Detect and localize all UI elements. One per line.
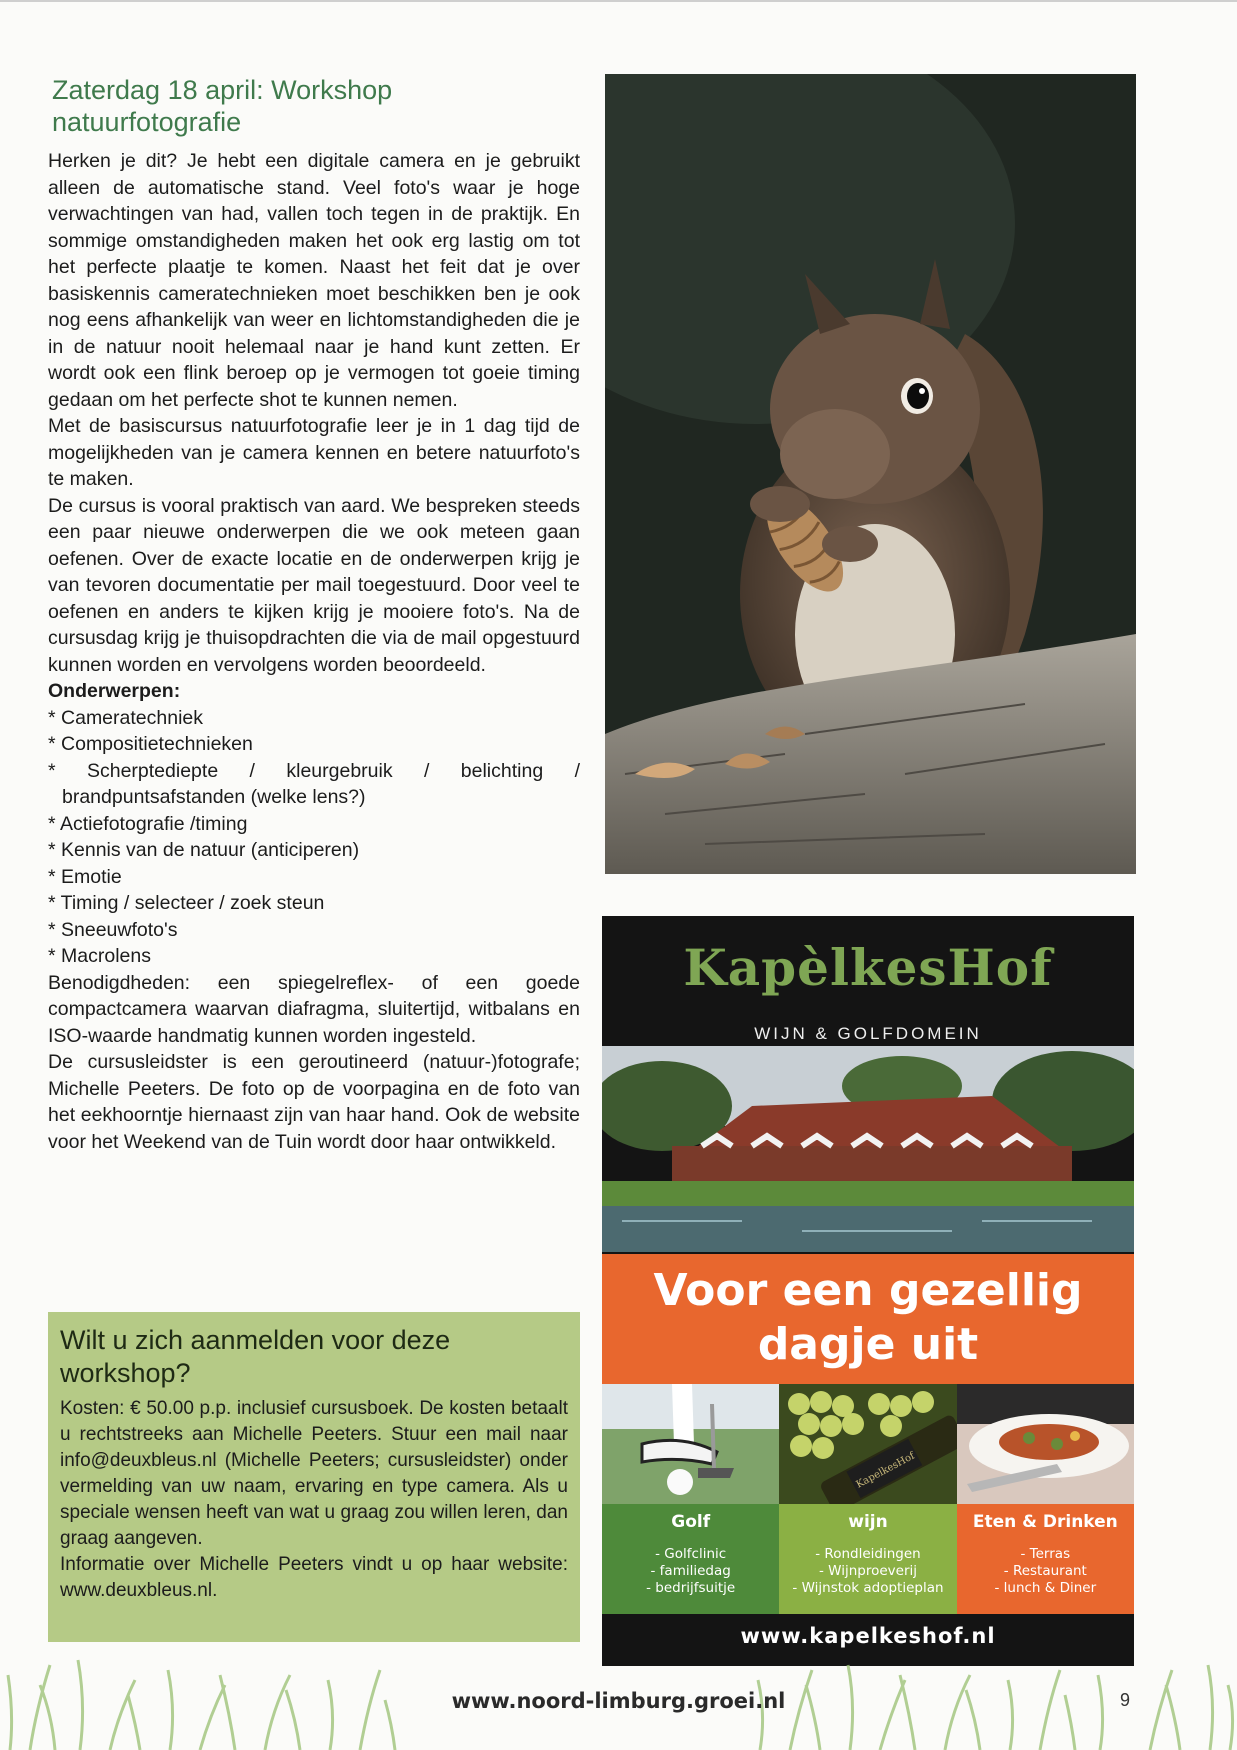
- ad-column-item: - Rondleidingen: [815, 1546, 921, 1562]
- article: [48, 74, 580, 1155]
- topic-item: * Actiefotografie /timing: [48, 811, 580, 838]
- ad-column-item: - Wijnproeverij: [818, 1563, 917, 1579]
- article-paragraph: Met de basiscursus natuurfotografie leer je in 1 dag tijd de mogelijkheden van je camera kennen en betere natuurfoto's te maken.: [48, 415, 580, 490]
- requirements-paragraph: Benodigdheden: een spiegelreflex- of een goede compactcamera waarvan diafragma, sluitertijd, witbalans en ISO-waarde handmatig kunnen worden ingesteld.: [48, 971, 580, 1047]
- food-photo: [957, 1384, 1134, 1504]
- ad-column-item: - lunch & Diner: [994, 1580, 1097, 1596]
- ad-column-item: - Restaurant: [1003, 1563, 1087, 1579]
- ad-offer-columns: [602, 1504, 1134, 1614]
- topic-item: * Scherptediepte / kleurgebruik / belichting / brandpuntsafstanden (welke lens?): [48, 758, 580, 811]
- wine-grapes-photo: [779, 1384, 956, 1504]
- ad-slogan: [602, 1254, 1134, 1384]
- article-body: [48, 148, 580, 1155]
- building-illustration: [602, 1046, 1134, 1252]
- topic-item: * Compositietechnieken: [48, 731, 580, 758]
- ad-column-item: - Golfclinic: [655, 1546, 727, 1562]
- signup-heading: Wilt u zich aanmelden voor deze workshop?: [60, 1325, 451, 1388]
- topics-list: [48, 705, 580, 970]
- ad-column-golf: [602, 1504, 779, 1614]
- squirrel-photo: [605, 74, 1136, 874]
- signup-text: Kosten: € 50.00 p.p. inclusief cursusboek. De kosten betaalt u rechtstreeks aan Michelle Peeters. Stuur een mail naar info@deuxbleus.nl (Michelle Peeters; cursusleidster) onder vermelding van uw naam, ervaring en type camera. Als u speciale wensen heeft van wat u graag zou willen leren, dan graag aangeven.: [60, 1398, 568, 1549]
- footer-website-link[interactable]: www.noord-limburg.groei.nl: [451, 1689, 786, 1713]
- ad-column-item: - Terras: [1020, 1546, 1071, 1562]
- page-top-rule: [0, 0, 1237, 2]
- kapelkeshof-advertisement: [602, 916, 1134, 1666]
- ad-building-photo: [602, 1046, 1134, 1252]
- squirrel-illustration: [605, 74, 1136, 874]
- signup-website-text: Informatie over Michelle Peeters vindt u op haar website: www.deuxbleus.nl.: [60, 1554, 568, 1601]
- ad-slogan-line: dagje uit: [757, 1319, 979, 1370]
- ad-subtitle: WIJN & GOLFDOMEIN: [754, 1024, 982, 1043]
- ad-brand-logo: KapèlkesHof: [683, 938, 1053, 997]
- ad-photo-strip: [602, 1384, 1134, 1504]
- article-paragraph: De cursus is vooral praktisch van aard. We bespreken steeds een paar nieuwe onderwerpen die we ook meteen gaan oefenen. Over de exacte locatie en de onderwerpen krijg je van tevoren documentatie per mail toegestuurd. Door veel te oefenen en anders te kijken krijg je mooiere foto's. Na de cursusdag krijg je thuisopdrachten die via de mail opgestuurd kunnen worden en vervolgens worden beoordeeld.: [48, 494, 580, 676]
- topic-item: * Sneeuwfoto's: [48, 917, 580, 944]
- ad-column-heading: Eten & Drinken: [972, 1512, 1118, 1532]
- ad-column-item: - bedrijfsuitje: [646, 1580, 736, 1596]
- ad-column-food: [957, 1504, 1134, 1614]
- ad-column-heading: Golf: [671, 1512, 711, 1532]
- ad-column-heading: wijn: [848, 1512, 888, 1532]
- bottle-label: KapelkesHof: [854, 1450, 917, 1491]
- topics-heading: Onderwerpen:: [48, 680, 181, 702]
- signup-box: [48, 1312, 580, 1642]
- topic-item: * Kennis van de natuur (anticiperen): [48, 837, 580, 864]
- ad-slogan-line: Voor een gezellig: [653, 1265, 1083, 1316]
- ad-column-wine: [779, 1504, 956, 1614]
- ad-column-item: - Wijnstok adoptieplan: [792, 1580, 944, 1596]
- instructor-paragraph: De cursusleidster is een geroutineerd (natuur-)fotografe; Michelle Peeters. De foto op de voorpagina en de foto van het eekhoorntje hiernaast zijn van haar hand. Ook de website voor het Weekend van de Tuin wordt door haar ontwikkeld.: [48, 1051, 580, 1153]
- topic-item: * Timing / selecteer / zoek steun: [48, 890, 580, 917]
- golf-photo: [602, 1384, 779, 1504]
- topic-item: * Emotie: [48, 864, 580, 891]
- ad-website-link[interactable]: www.kapelkeshof.nl: [740, 1624, 996, 1648]
- topic-item: * Macrolens: [48, 943, 580, 970]
- ad-column-item: - familiedag: [650, 1563, 731, 1579]
- topic-item: * Cameratechniek: [48, 705, 580, 732]
- article-title: Zaterdag 18 april: Workshop natuurfotografie: [52, 75, 393, 137]
- page-number: 9: [1120, 1690, 1131, 1710]
- article-paragraph: Herken je dit? Je hebt een digitale camera en je gebruikt alleen de automatische stand. Veel foto's waar je hoge verwachtingen van had, vallen toch tegen in de praktijk. En sommige omstandigheden maken het ook erg lastig om tot het perfecte plaatje te komen. Naast het feit dat je over basiskennis cameratechnieken moet beschikken ben je ook nog eens afhankelijk van weer en lichtomstandigheden die je in de natuur nooit helemaal naar je hand kunt zetten. Er wordt ook een flink beroep op je vermogen tot goeie timing gedaan om het perfecte shot te kunnen nemen.: [48, 150, 580, 411]
